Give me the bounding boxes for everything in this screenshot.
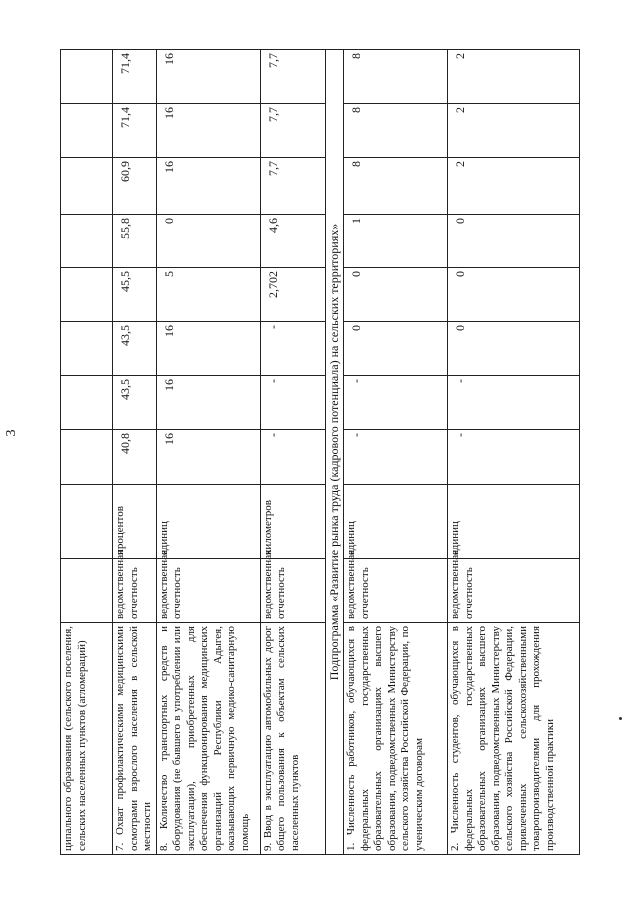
source-cell: ведомственная отчетность — [344, 559, 448, 623]
indicator-name-cell: 7. Охват профилактическими медицинскими осмотрами взрослого населения в сельской местности — [113, 623, 157, 855]
value-cell: 7,7 — [260, 158, 325, 215]
value-cell: 16 — [156, 50, 260, 104]
value-cell: 7,7 — [260, 50, 325, 104]
table-row — [448, 50, 580, 855]
value-cell: 60,9 — [113, 158, 157, 215]
value-cell: 2 — [448, 50, 580, 104]
indicator-name-cell: 8. Количество транспортных средств и оборудования (не бывшего в употреблении или эксплуатации), приобретенных для обеспечения функционирования медицинских организаций Республики Адыгея, оказывающих первичную медико-санитарную помощь — [156, 623, 260, 855]
value-cell: 0 — [344, 268, 448, 322]
value-cell: 16 — [156, 158, 260, 215]
value-cell: - — [344, 430, 448, 485]
source-cell: ведомственная отчетность — [156, 559, 260, 623]
source-cell: ведомственная отчетность — [448, 559, 580, 623]
value-cell — [61, 430, 113, 485]
table-row — [61, 50, 113, 855]
unit-cell: километров — [260, 485, 325, 559]
indicator-name-cell: ципального образования (сельского поселения, сельских населенных пунктов (агломераций) — [61, 623, 113, 855]
value-cell: - — [448, 376, 580, 430]
unit-cell: единиц — [344, 485, 448, 559]
scan-speck — [619, 717, 622, 720]
subprogram-title: Подпрограмма «Развитие рынка труда (кадрового потенциала) на сельских территориях» — [325, 50, 344, 855]
value-cell — [61, 104, 113, 158]
source-cell: ведомственная отчетность — [113, 559, 157, 623]
value-cell — [61, 268, 113, 322]
table-body — [61, 50, 580, 855]
value-cell: 8 — [344, 104, 448, 158]
value-cell: 2 — [448, 104, 580, 158]
value-cell: 0 — [344, 322, 448, 376]
source-cell — [61, 559, 113, 623]
value-cell: 2 — [448, 158, 580, 215]
value-cell: 71,4 — [113, 50, 157, 104]
value-cell: 43,5 — [113, 322, 157, 376]
value-cell: 55,8 — [113, 215, 157, 268]
value-cell: 8 — [344, 158, 448, 215]
value-cell: 16 — [156, 322, 260, 376]
value-cell: 16 — [156, 104, 260, 158]
value-cell — [61, 376, 113, 430]
value-cell: 1 — [344, 215, 448, 268]
subprogram-header-row — [325, 50, 344, 855]
value-cell: 0 — [156, 215, 260, 268]
indicator-name-cell: 1. Численность работников, обучающихся в федеральных государственных образовательных организациях высшего образования, подведомственных Министерству сельского хозяйства Российской Федерации, по ученическим договорам — [344, 623, 448, 855]
value-cell — [61, 322, 113, 376]
value-cell: 8 — [344, 50, 448, 104]
unit-cell: единиц — [448, 485, 580, 559]
value-cell: - — [260, 376, 325, 430]
unit-cell: единиц — [156, 485, 260, 559]
indicator-name-cell: 9. Ввод в эксплуатацию автомобильных дорог общего пользования к объектам сельских населенных пунктов — [260, 623, 325, 855]
value-cell: 45,5 — [113, 268, 157, 322]
table-row — [260, 50, 325, 855]
value-cell: 0 — [448, 215, 580, 268]
indicators-table — [60, 49, 580, 855]
value-cell: 0 — [448, 322, 580, 376]
table-row — [113, 50, 157, 855]
rotated-table-frame — [60, 50, 630, 855]
source-cell: ведомственная отчетность — [260, 559, 325, 623]
value-cell — [61, 50, 113, 104]
unit-cell: процентов — [113, 485, 157, 559]
value-cell: 40,8 — [113, 430, 157, 485]
unit-cell — [61, 485, 113, 559]
value-cell: 71,4 — [113, 104, 157, 158]
value-cell: - — [448, 430, 580, 485]
table-row — [344, 50, 448, 855]
table-row — [156, 50, 260, 855]
value-cell: 7,7 — [260, 104, 325, 158]
value-cell: 16 — [156, 376, 260, 430]
value-cell: - — [260, 430, 325, 485]
page-number: 3 — [4, 429, 19, 437]
value-cell — [61, 215, 113, 268]
value-cell: 5 — [156, 268, 260, 322]
value-cell: 43,5 — [113, 376, 157, 430]
value-cell: - — [344, 376, 448, 430]
value-cell: 4,6 — [260, 215, 325, 268]
value-cell: 16 — [156, 430, 260, 485]
indicator-name-cell: 2. Численность студентов, обучающихся в федеральных государственных образовательных организациях высшего образования, подведомственных Министерству сельского хозяйства Российской Федерации, привлеченных сельскохозяйственными товаропроизводителями для прохождения производственной практики — [448, 623, 580, 855]
value-cell: - — [260, 322, 325, 376]
table-container — [60, 50, 630, 855]
value-cell: 2,702 — [260, 268, 325, 322]
value-cell — [61, 158, 113, 215]
value-cell: 0 — [448, 268, 580, 322]
